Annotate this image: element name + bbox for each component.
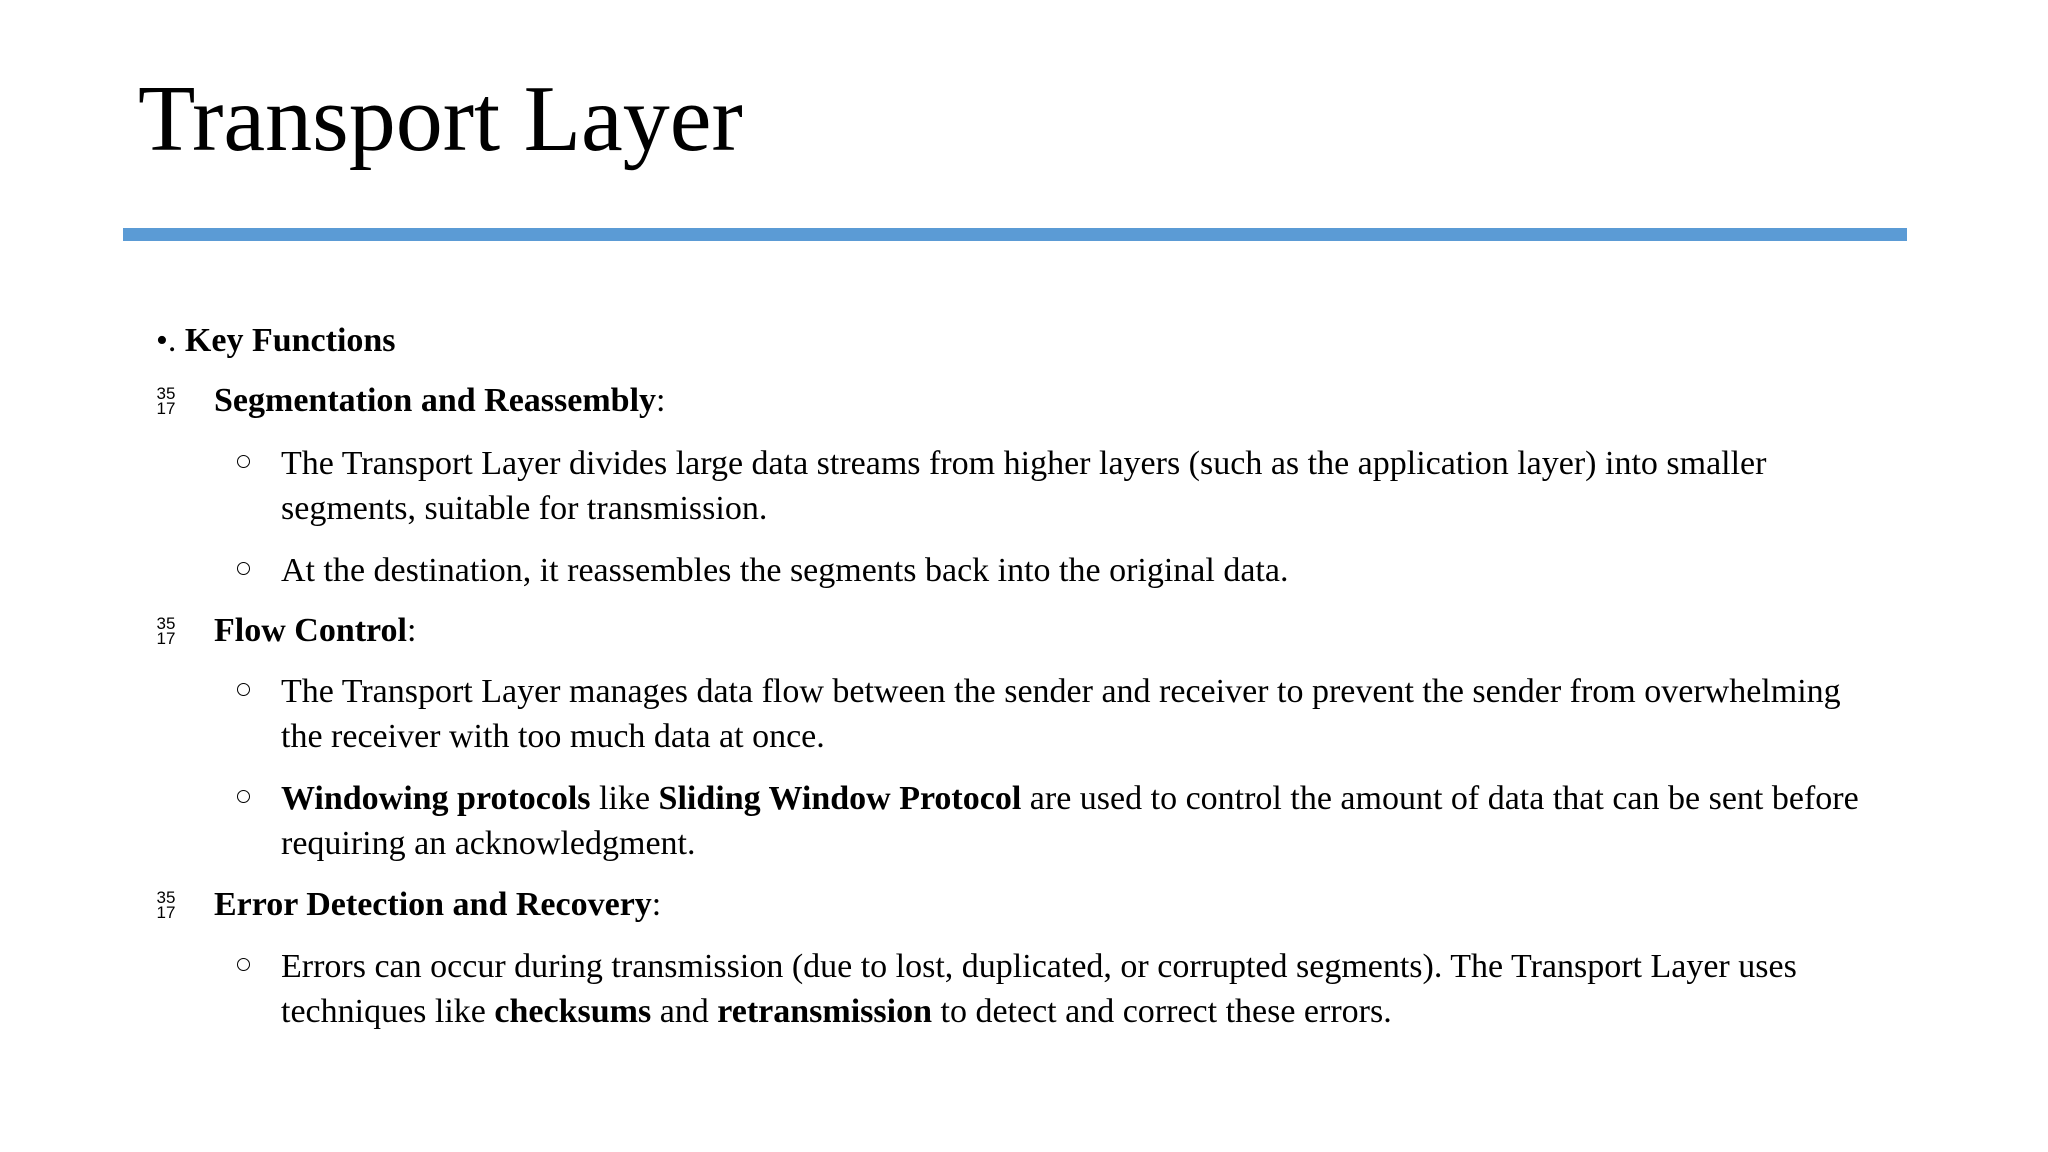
heading-label: Key Functions (184, 322, 396, 359)
section-marker-icon: 35 17 (156, 614, 176, 648)
bullet-dot-icon: •. (156, 322, 177, 359)
section-marker-icon: 35 17 (156, 888, 176, 922)
section-marker-icon: 35 17 (156, 384, 176, 418)
list-item-text: The Transport Layer divides large data streams from higher layers (such as the application layer) into smaller segments, suitable for transmission. (281, 445, 1767, 527)
section-title: Segmentation and Reassembly: (214, 382, 666, 419)
hollow-circle-bullet-icon (237, 958, 250, 971)
list-item-text: At the destination, it reassembles the segments back into the original data. (281, 552, 1289, 589)
list-item-text: Errors can occur during transmission (due to lost, duplicated, or corrupted segments). The Transport Layer uses techniques like checksums and retransmission to detect and correct these errors. (281, 948, 1797, 1030)
section-title: Error Detection and Recovery: (214, 886, 662, 923)
key-functions-heading (156, 318, 396, 363)
hollow-circle-bullet-icon (237, 683, 250, 696)
list-item-text: Windowing protocols like Sliding Window Protocol are used to control the amount of data that can be sent before requiring an acknowledgment. (281, 780, 1859, 862)
list-item-text: The Transport Layer manages data flow between the sender and receiver to prevent the sender from overwhelming the receiver with too much data at once. (281, 673, 1841, 755)
hollow-circle-bullet-icon (237, 562, 250, 575)
hollow-circle-bullet-icon (237, 455, 250, 468)
hollow-circle-bullet-icon (237, 790, 250, 803)
slide-title: Transport Layer (138, 67, 743, 171)
section-title: Flow Control: (214, 612, 417, 649)
